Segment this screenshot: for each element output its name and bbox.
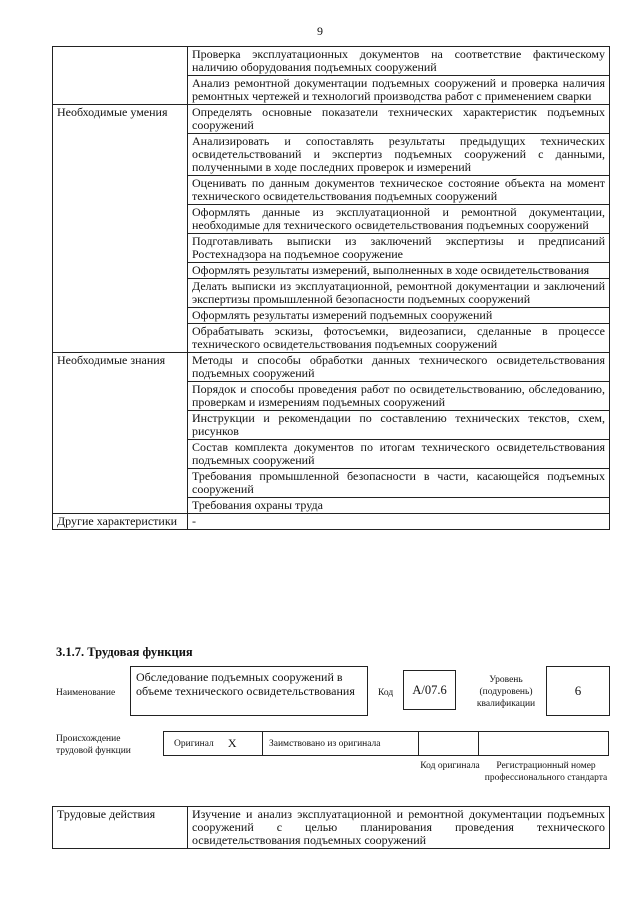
origin-row (163, 731, 609, 756)
table-cell: Анализ ремонтной документации подъемных сооружений и проверка наличия ремонтных чертежей и технологий производства работ с применением сварки (188, 76, 610, 105)
origin-label-text: Происхождение трудовой функции (56, 734, 131, 756)
table-cell: Оценивать по данным документов техническое состояние объекта на момент технического освидетельствования подъемных сооружений (188, 176, 610, 205)
actions-table (52, 806, 610, 849)
function-name-box: Обследование подъемных сооружений в объеме технического освидетельствования (130, 666, 368, 716)
level-label: Уровень (подуровень) квалификации (476, 675, 536, 709)
table-cell: Требования промышленной безопасности в части, касающейся подъемных сооружений (188, 469, 610, 498)
original-code-cell (419, 731, 479, 756)
function-name-label: Наименование (56, 688, 116, 698)
table-cell: Подготавливать выписки из заключений экспертизы и предписаний Ростехнадзора на подъемное сооружение (188, 234, 610, 263)
origin-label (56, 733, 152, 757)
table-cell: Порядок и способы проведения работ по освидетельствованию, обследованию, проверкам и измерениям подъемных сооружений (188, 382, 610, 411)
original-label: Оригинал (174, 738, 214, 749)
table-cell: Оформлять данные из эксплуатационной и ремонтной документации, необходимые для технического освидетельствования подъемных сооружений (188, 205, 610, 234)
table-cell: Обрабатывать эскизы, фотосъемки, видеозаписи, сделанные в процессе технического освидетельствования подъемных сооружений (188, 324, 610, 353)
other-value: - (188, 514, 610, 530)
table-cell: Требования охраны труда (188, 498, 610, 514)
borrowed-cell (263, 731, 419, 756)
table-row (53, 353, 610, 382)
page-number: 9 (317, 24, 323, 38)
table-row (53, 514, 610, 530)
table-cell: Делать выписки из эксплуатационной, ремонтной документации и заключений экспертизы промышленной безопасности подъемных сооружений (188, 279, 610, 308)
table-cell: Состав комплекта документов по итогам технического освидетельствования подъемных сооружений (188, 440, 610, 469)
table-cell: Оформлять результаты измерений, выполненных в ходе освидетельствования (188, 263, 610, 279)
actions-label: Трудовые действия (53, 807, 188, 849)
borrowed-label: Заимствовано из оригинала (269, 738, 381, 749)
table-cell: Проверка эксплуатационных документов на соответствие фактическому наличию оборудования подъемных сооружений (188, 47, 610, 76)
table-row (53, 807, 610, 849)
table-cell: Изучение и анализ эксплуатационной и ремонтной документации подъемных сооружений с целью планирования проведения технического освидетельствования подъемных сооружений (188, 807, 610, 849)
requirements-table (52, 46, 610, 530)
table-cell: Инструкции и рекомендации по составлению технических текстов, схем, рисунков (188, 411, 610, 440)
section-heading: 3.1.7. Трудовая функция (56, 645, 193, 659)
other-label: Другие характеристики (53, 514, 188, 530)
table-cell: Методы и способы обработки данных технического освидетельствования подъемных сооружений (188, 353, 610, 382)
table-cell: Анализировать и сопоставлять результаты предыдущих технических освидетельствований и экспертиз подъемных сооружений с данными, полученными в ходе последних проверок и измерений (188, 134, 610, 176)
table-cell: Оформлять результаты измерений подъемных сооружений (188, 308, 610, 324)
table-row (53, 47, 610, 76)
table-row (53, 105, 610, 134)
registration-number-caption: Регистрационный номер профессионального стандарта (484, 761, 608, 783)
table-cell: Определять основные показатели технических характеристик подъемных сооружений (188, 105, 610, 134)
code-label: Код (378, 688, 394, 698)
registration-number-cell (479, 731, 609, 756)
original-code-caption: Код оригинала (420, 761, 480, 771)
knowledge-label: Необходимые знания (53, 353, 188, 514)
original-cell (163, 731, 263, 756)
category-cell-empty (53, 47, 188, 105)
code-box: A/07.6 (403, 670, 456, 710)
skills-label: Необходимые умения (53, 105, 188, 353)
original-mark: X (227, 736, 237, 750)
level-box: 6 (546, 666, 610, 716)
